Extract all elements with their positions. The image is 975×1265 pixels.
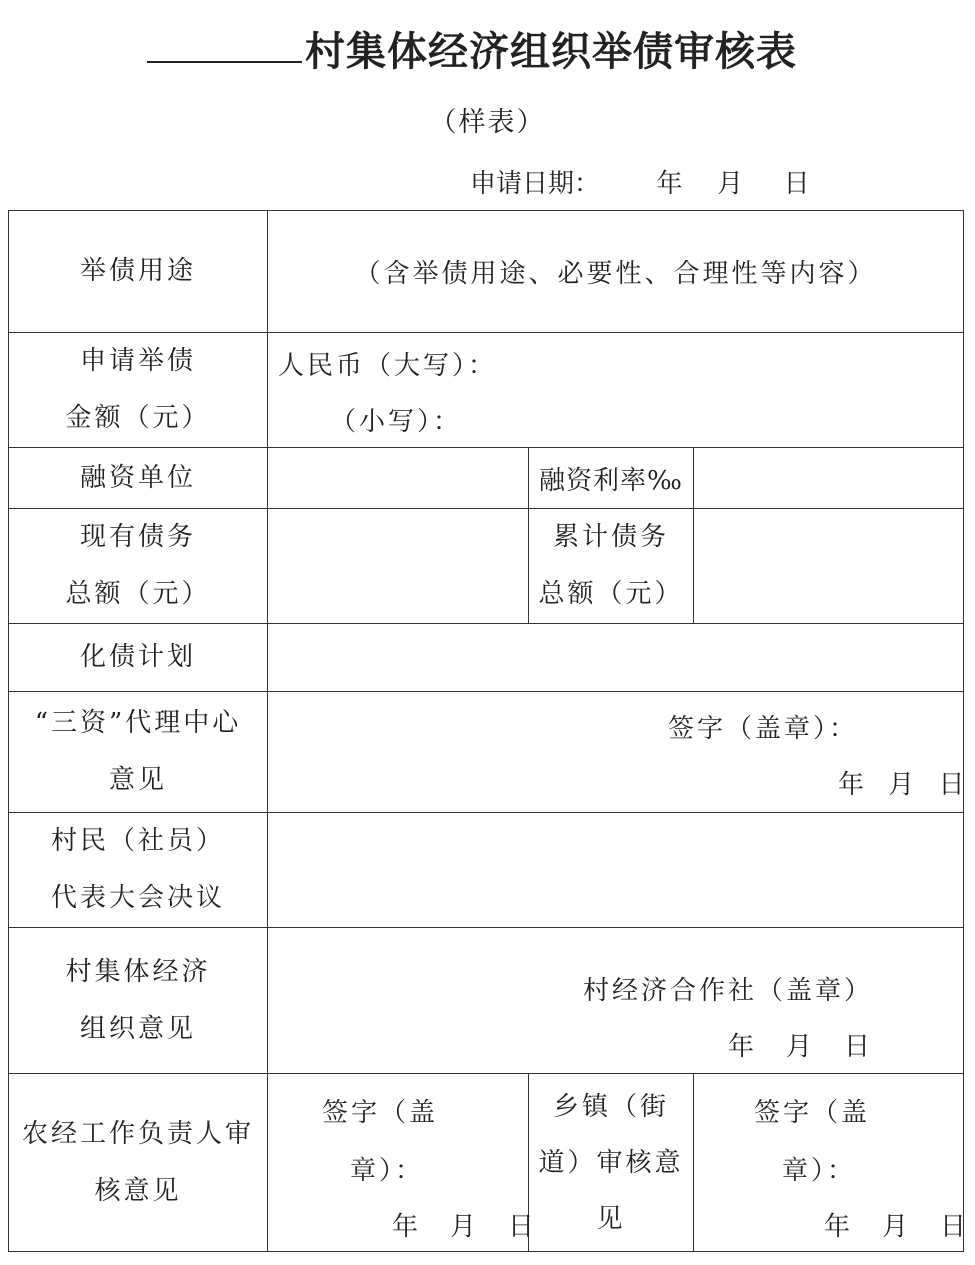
purpose-label: 举债用途 [9,211,268,333]
title-row [0,18,975,74]
town-sign-line1: 签字（盖 [754,1098,871,1128]
row-villagers [9,813,964,928]
collective-date: 年 月 日 [728,1032,874,1062]
subtitle: （样表） [429,107,546,138]
current-debt-field[interactable] [268,509,529,624]
town-sign-line2: 章）： [782,1156,857,1186]
review-label-line1: 农经工作负责人审 [21,1118,254,1149]
date-day: 日 [783,169,810,199]
villagers-label-line1: 村民（社员） [50,826,225,856]
villagers-label-line2: 代表大会决议 [50,883,225,913]
amount-field[interactable] [268,333,964,448]
financing-unit-field[interactable] [268,448,529,509]
accum-debt-line2: 总额（元） [538,579,684,609]
current-debt-label [9,509,268,624]
review-label-line2: 核意见 [94,1175,182,1206]
date-month: 月 [717,169,744,199]
row-amount [9,333,964,448]
repay-plan-label: 化债计划 [9,624,268,692]
row-collective [9,928,964,1074]
town-sign-field[interactable] [694,1074,970,1252]
row-purpose [9,211,964,333]
review-sign-date: 年 月 日 [392,1212,538,1242]
review-label [9,1074,268,1252]
agency-label [9,692,268,813]
review-sign-line1: 签字（盖 [322,1098,439,1128]
collective-seal: 村经济合作社（盖章） [583,976,874,1006]
villagers-resolution-field[interactable] [268,813,964,928]
collective-label [9,928,268,1074]
row-agency [9,692,964,813]
town-review-line3: 见 [596,1203,626,1234]
amount-label [9,333,268,448]
row-repay [9,624,964,692]
date-year: 年 [656,169,683,199]
agency-date: 年 月 日 [838,770,968,800]
review-sign-field[interactable] [268,1074,538,1252]
date-label: 申请日期： [470,169,601,199]
town-review-line1: 乡镇（街 [552,1091,669,1122]
amount-label-line2: 金额（元） [65,403,211,433]
collective-label-line2: 组织意见 [79,1013,196,1044]
accum-debt-label [529,509,694,624]
amount-label-line1: 申请举债 [79,346,196,376]
agency-label-line2: 意见 [108,765,167,795]
agency-sign: 签字（盖章）： [668,714,859,744]
title-blank-line [147,61,302,63]
amount-lower-label: （小写）： [330,407,463,437]
purpose-hint: （含举债用途、必要性、合理性等内容） [354,259,877,289]
repay-plan-field[interactable] [268,624,964,692]
collective-label-line1: 村集体经济 [65,956,211,987]
financing-unit-label: 融资单位 [9,448,268,509]
review-sign-line2: 章）： [350,1156,425,1186]
town-review-label [529,1074,694,1252]
row-debt [9,509,964,624]
current-debt-line1: 现有债务 [79,522,196,552]
review-table [8,210,970,1252]
town-review-line2: 道）审核意 [538,1147,684,1178]
row-review [9,1074,964,1252]
financing-rate-field[interactable] [694,448,964,509]
current-debt-line2: 总额（元） [65,579,211,609]
row-financing [9,448,964,509]
agency-opinion-field[interactable] [268,692,968,813]
accum-debt-line1: 累计债务 [552,522,669,552]
town-sign-date: 年 月 日 [824,1212,970,1242]
purpose-field[interactable] [268,211,964,333]
collective-opinion-field[interactable] [268,928,964,1074]
agency-label-line1: “三资”代理中心 [34,708,242,738]
amount-capital-label: 人民币（大写）： [278,351,498,381]
financing-rate-label: 融资利率‰ [529,448,694,509]
villagers-label [9,813,268,928]
accum-debt-field[interactable] [694,509,964,624]
application-date [470,163,810,200]
page-title: 村集体经济组织举债审核表 [305,28,797,75]
